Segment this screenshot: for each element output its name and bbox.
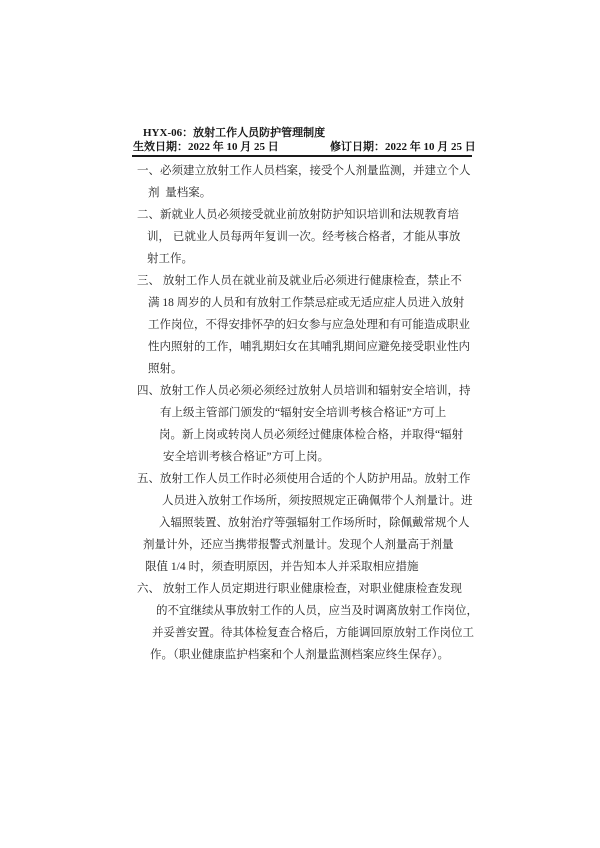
item-number: 四、 bbox=[137, 385, 160, 397]
item-text: 放射工作人员必须必须经过放射人员培训和辐射安全培训，持 bbox=[160, 385, 471, 397]
item-text: 必须建立放射工作人员档案，接受个人剂量监测，并建立个人 bbox=[160, 165, 471, 177]
list-item-1 bbox=[137, 160, 557, 204]
doc-line: 作。（职业健康监护档案和个人剂量监测档案应终生保存）。 bbox=[150, 649, 449, 661]
doc-line: 安全培训考核合格证”方可上岗。 bbox=[163, 451, 330, 463]
revision-date: 修订日期：2022 年 10 月 25 日 bbox=[330, 141, 476, 153]
item-number: 三、 bbox=[137, 275, 160, 287]
doc-line: 性内照射的工作，哺乳期妇女在其哺乳期间应避免接受职业性内 bbox=[148, 341, 470, 353]
item-text: 放射工作人员在就业前及就业后必须进行健康检查，禁止不 bbox=[160, 275, 462, 287]
doc-line: 人员进入放射工作场所，须按照规定正确佩带个人剂量计。进 bbox=[162, 495, 473, 507]
doc-line bbox=[137, 578, 557, 600]
doc-line bbox=[137, 204, 557, 226]
effective-date: 生效日期：2022 年 10 月 25 日 bbox=[133, 141, 279, 153]
document-title: HYX-06：放射工作人员防护管理制度 bbox=[143, 127, 326, 139]
doc-line: 工作岗位，不得安排怀孕的妇女参与应急处理和有可能造成职业 bbox=[148, 319, 470, 331]
doc-line bbox=[137, 270, 557, 292]
doc-line: 限值 1/4 时，须查明原因，并告知本人并采取相应措施 bbox=[145, 561, 419, 573]
doc-line: 岗。新上岗或转岗人员必须经过健康体检合格，并取得“辐射 bbox=[159, 429, 464, 441]
item-number: 六、 bbox=[137, 583, 160, 595]
doc-line: 剂量计外，还应当携带报警式剂量计。发现个人剂量高于剂量 bbox=[143, 539, 454, 551]
doc-line: 并妥善安置。待其体检复查合格后，方能调回原放射工作岗位工 bbox=[152, 627, 474, 639]
doc-line: 剂 量档案。 bbox=[148, 187, 212, 199]
doc-line: 射工作。 bbox=[147, 253, 193, 265]
list-item-3 bbox=[137, 270, 557, 380]
doc-line: 入辐照装置、放射治疗等强辐射工作场所时，除佩戴常规个人 bbox=[159, 517, 470, 529]
doc-line: 有上级主管部门颁发的“辐射安全培训考核合格证”方可上 bbox=[160, 407, 447, 419]
doc-line: 训， 已就业人员每两年复训一次。经考核合格者，才能从事放 bbox=[147, 231, 461, 243]
doc-line bbox=[137, 380, 557, 402]
item-number: 二、 bbox=[137, 209, 160, 221]
item-number: 一、 bbox=[137, 165, 160, 177]
item-number: 五、 bbox=[137, 473, 160, 485]
list-item-2 bbox=[137, 204, 557, 270]
header-divider bbox=[132, 155, 472, 157]
doc-line: 的不宜继续从事放射工作的人员，应当及时调离放射工作岗位， bbox=[156, 605, 478, 617]
doc-line: 照射。 bbox=[148, 363, 183, 375]
item-text: 新就业人员必须接受就业前放射防护知识培训和法规教育培 bbox=[160, 209, 459, 221]
item-text: 放射工作人员工作时必须使用合适的个人防护用品。放射工作 bbox=[160, 473, 471, 485]
doc-line: 满 18 周岁的人员和有放射工作禁忌症或无适应症人员进入放射 bbox=[148, 297, 465, 309]
list-item-4 bbox=[137, 380, 557, 468]
doc-line bbox=[137, 160, 557, 182]
list-item-5 bbox=[137, 468, 557, 578]
item-text: 放射工作人员定期进行职业健康检查，对职业健康检查发现 bbox=[160, 583, 462, 595]
doc-line bbox=[137, 468, 557, 490]
list-item-6 bbox=[137, 578, 557, 666]
document-dates-row bbox=[0, 138, 600, 152]
document-body bbox=[137, 160, 557, 666]
